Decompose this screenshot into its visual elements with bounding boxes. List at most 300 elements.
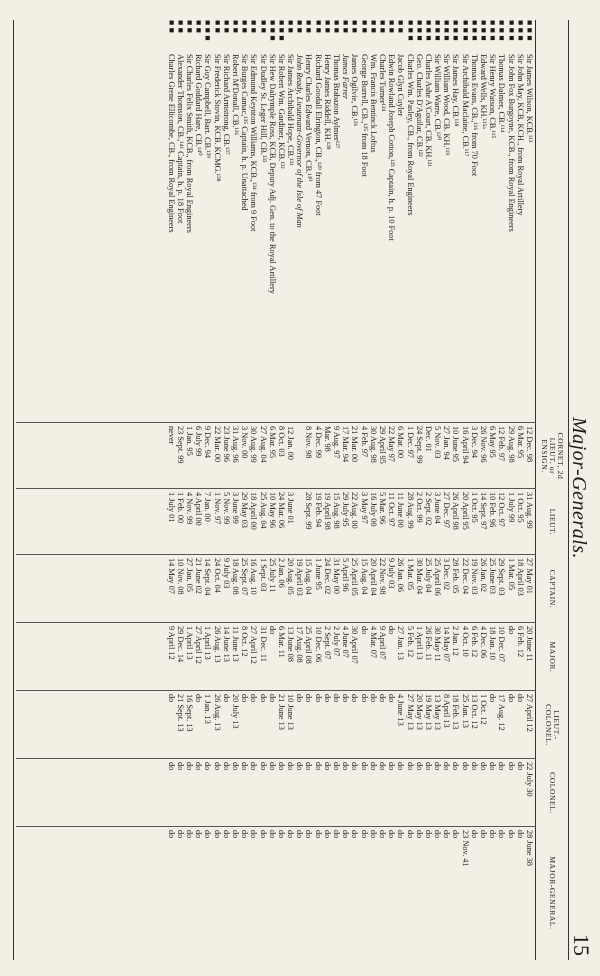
service-marks-icon: ◼ ◼ [305, 20, 314, 34]
date-major: 27 April 12 [249, 626, 259, 664]
date-lieut: 29 May 03 [240, 492, 250, 528]
table-row [506, 20, 515, 960]
date-cornet: 9 Dec. 94 [203, 426, 213, 459]
officer-name: Sir William Wood, CB. KH.¹¹⁹ [442, 54, 452, 156]
date-lieut: 3 May 97 [359, 492, 369, 524]
date-lieut: 28 Sept. 99 [304, 492, 314, 530]
table-row [304, 20, 313, 960]
date-mg: do [387, 830, 397, 839]
date-colonel: do [322, 762, 332, 771]
date-captain: 31 May 00 [332, 558, 342, 594]
date-captain: 25 April 05 [350, 558, 360, 596]
table-row [295, 20, 304, 960]
table-row [479, 20, 488, 960]
date-ltcol: do [258, 694, 268, 703]
service-marks-icon: ◼ ◼ ◼ [480, 20, 489, 41]
date-ltcol: do [267, 694, 277, 703]
date-mg: do [469, 830, 479, 839]
date-ltcol: do [350, 694, 360, 703]
col-header-captain: CAPTAIN. [548, 569, 558, 609]
date-captain: 16 Aug. 10 [249, 558, 259, 595]
date-lieut: 1 July 01 [166, 492, 176, 523]
service-marks-icon: ◼ ◼ ◼ [526, 20, 534, 41]
date-major: 2 Sept. 07 [322, 626, 332, 660]
date-captain: 14 Sept. 04 [203, 558, 213, 596]
table-row [516, 20, 525, 960]
service-marks-icon: ◼ ◼ [323, 20, 332, 34]
officer-name: Sir Guy Campbell, Bart. CB.¹³⁹ [203, 54, 213, 158]
officer-name: Sir Burges Camac,¹³⁵ Captain, h. p. Unattached [240, 54, 250, 211]
service-marks-icon: ◼ ◼ [241, 20, 250, 34]
date-cornet: 4 Feb. 97 [359, 426, 369, 458]
date-major: 1 April 13 [185, 626, 195, 660]
service-marks-icon: ◼ ◼ [369, 20, 378, 34]
service-marks-icon: ◼ ◼ [397, 20, 406, 34]
date-captain: 26 Jan. 06 [396, 558, 406, 592]
date-cornet: 23 June 96 [221, 426, 231, 462]
date-lieut: 27 Dec. 97 [442, 492, 452, 529]
service-marks-icon: ◼ ◼ ◼ [424, 20, 433, 41]
date-captain: 29 Sept. 03 [497, 558, 507, 596]
date-mg: do [249, 830, 259, 839]
date-cornet: 8 Oct. 03 [276, 426, 286, 457]
col-header-major: MAJOR. [548, 641, 558, 673]
col-header-lieut: LIEUT. [548, 508, 558, 536]
officer-name: Sir Archibald Maclaine, CB.¹¹⁷ [460, 54, 470, 157]
date-major: 8 Oct. 12 [240, 626, 250, 657]
date-colonel: do [442, 762, 452, 771]
date-captain: 18 Aug. 08 [231, 558, 240, 595]
date-lieut: 14 Sept. 97 [479, 492, 489, 530]
date-mg: do [258, 830, 268, 839]
date-lieut: 4 Nov. 99 [185, 492, 195, 525]
page-title: Major-Generals. [568, 416, 590, 560]
date-major: do [506, 626, 516, 635]
date-captain: 27 May 01 [525, 558, 534, 594]
date-ltcol: 4 June 13 [396, 694, 406, 726]
service-marks-icon: ◼ ◼ [222, 20, 231, 34]
service-marks-icon: ◼ ◼ ◼ [507, 20, 516, 41]
service-marks-icon: ◼ ◼ ◼ [498, 20, 507, 41]
date-captain: 25 Sept. 07 [240, 558, 250, 596]
date-lieut: 10 May 96 [267, 492, 277, 528]
date-captain: 1 Mar. 05 [405, 558, 415, 591]
date-cornet: 4 Dec. 99 [313, 426, 323, 459]
service-marks-icon: ◼ ◼ [379, 20, 387, 34]
date-cornet: 6 May 95 [488, 426, 498, 458]
table-row [442, 20, 451, 960]
table-row [212, 20, 221, 960]
date-mg: do [515, 830, 525, 839]
table-row [387, 20, 396, 960]
date-colonel: do [166, 762, 176, 771]
date-ltcol: 21 June 13 [276, 694, 286, 730]
date-major: 29 Dec. 14 [175, 626, 185, 663]
table-row [185, 20, 194, 960]
date-mg: do [295, 830, 305, 839]
officer-name: Charles Grene Ellicombe, CB., from Royal Engineers [166, 54, 176, 233]
service-marks-icon: ◼ ◼ ◼ [516, 20, 525, 41]
date-major: 9 April 12 [166, 626, 176, 660]
officer-name: Thomas Brabazon Aylmer¹²⁷ [332, 54, 342, 149]
date-mg: do [212, 830, 222, 839]
officer-name: Sir Frederick Stovin, KCB. KCMG.¹³⁸ [212, 54, 222, 182]
service-marks-icon: ◼ ◼ [167, 20, 176, 34]
date-mg: do [267, 830, 277, 839]
date-captain: 1 Mar. 05 [506, 558, 516, 591]
date-colonel: do [506, 762, 516, 771]
date-major: 31 Dec. 11 [258, 626, 268, 662]
date-colonel: do [414, 762, 424, 771]
service-marks-icon: ◼ ◼ ◼ [452, 20, 461, 41]
date-lieut: 1 July 99 [506, 492, 516, 523]
table-row [424, 20, 433, 960]
date-ltcol: do [221, 694, 231, 703]
table-row [323, 20, 332, 960]
date-ltcol: 16 Sept. 13 [185, 694, 195, 732]
date-mg: do [341, 830, 351, 839]
table-row [378, 20, 387, 960]
officers-table [167, 20, 535, 960]
date-colonel: do [286, 762, 296, 771]
table-row [350, 20, 359, 960]
date-captain: 25 April 06 [433, 558, 443, 596]
date-captain: 2 Jan. 06 [276, 558, 286, 588]
date-major: 1 April 13 [414, 626, 424, 660]
date-major: 14 June 13 [221, 626, 231, 662]
date-colonel: do [175, 762, 185, 771]
date-mg: do [396, 830, 406, 839]
table-row [240, 20, 249, 960]
date-captain: 25 July 04 [423, 558, 433, 593]
date-cornet: 30 Aug. 98 [368, 426, 378, 463]
date-major: 4 Oct. 10 [460, 626, 470, 657]
date-mg: do [350, 830, 360, 839]
date-lieut: 5 Mar. 96 [378, 492, 387, 525]
date-captain: 28 Feb. 05 [451, 558, 461, 594]
date-lieut: 31 Aug. 99 [525, 492, 534, 529]
date-major: 10 Dec. 07 [497, 626, 507, 663]
officer-name: Sir James Hay, CB.¹¹⁸ [451, 54, 461, 127]
date-major: 18 Jan. 10 [488, 626, 498, 660]
date-cornet: 1 Dec. 97 [405, 426, 415, 459]
officer-name: Charles Ashe A'Court, CB. KH.¹²¹ [423, 54, 433, 167]
date-ltcol: 10 June 13 [286, 694, 296, 730]
date-captain: 27 Jan. 05 [185, 558, 195, 592]
date-mg: do [313, 830, 323, 839]
date-colonel: do [378, 762, 387, 771]
date-mg: do [479, 830, 489, 839]
date-major: 1 April 13 [203, 626, 213, 660]
officer-name: Henry James Riddell, KH.¹²⁸ [322, 54, 332, 150]
date-ltcol: 13 Oct. 12 [469, 694, 479, 729]
date-mg: do [240, 830, 250, 839]
date-mg: do [166, 830, 176, 839]
date-cornet: Dec. 01 [423, 426, 433, 452]
date-cornet: Mar. 98 [322, 426, 332, 452]
date-ltcol: do [515, 694, 525, 703]
date-cornet: 6 Mar. 95 [515, 426, 525, 459]
date-major: 4 June 07 [341, 626, 351, 658]
date-cornet: 27 Jan. 94 [442, 426, 452, 460]
officer-name: Sir James Archibald Hope, CB.¹³¹ [286, 54, 296, 166]
date-major: 30 April 07 [350, 626, 360, 664]
date-colonel: do [221, 762, 231, 771]
date-ltcol: 20 July 13 [231, 694, 240, 729]
date-lieut: 28 Aug. 99 [405, 492, 415, 529]
date-mg: 23 Nov. 41 [460, 830, 470, 867]
date-ltcol: 8 April 13 [442, 694, 452, 728]
date-colonel: do [488, 762, 498, 771]
date-ltcol: do [240, 694, 250, 703]
table-row [396, 20, 405, 960]
date-lieut: 16 July 00 [368, 492, 378, 527]
officer-name: John Ready, Lieutenant-Governor of the Isle of Man [295, 54, 305, 228]
table-row [167, 20, 176, 960]
date-major: 2 Jan. 12 [451, 626, 461, 656]
officer-name: Sir William Warre, CB.¹²⁰ [433, 54, 443, 141]
date-cornet: 29 Aug. 98 [506, 426, 516, 463]
date-lieut: 12 Oct. 97 [497, 492, 507, 527]
col-header-colonel: COLONEL. [548, 772, 558, 814]
date-mg: do [322, 830, 332, 839]
table-row [258, 20, 267, 960]
officer-name: James Farrer [341, 54, 351, 100]
service-marks-icon: ◼ ◼ [232, 20, 240, 34]
service-marks-icon: ◼ ◼ [333, 20, 342, 34]
date-cornet: 9 Aug. 97 [332, 426, 342, 459]
date-major: 4 Mar. 07 [368, 626, 378, 659]
officer-name: Geo. Charles D'Aguilar, CB.¹²² [414, 54, 424, 157]
date-ltcol: do [359, 694, 369, 703]
service-marks-icon: ◼ ◼ ◼ [443, 20, 452, 41]
date-captain: 30 Mar. 04 [414, 558, 424, 595]
service-marks-icon: ◼ ◼ ◼ [204, 20, 213, 41]
officer-name: Sir James Wilson, KCB.¹¹³ [525, 54, 534, 143]
date-lieut: 5 Nov. 99 [221, 492, 231, 525]
date-colonel: do [350, 762, 360, 771]
officer-name: Sir Hew Dalrymple Ross, KCB, Deputy Adj. Gen. to the Royal Artillery [267, 54, 277, 294]
date-captain: 22 Nov. 98 [378, 558, 387, 595]
header-bottom-rule [535, 20, 536, 960]
table-row [415, 20, 424, 960]
date-major: do [267, 626, 277, 635]
date-colonel: 22 July 30 [525, 762, 534, 797]
officer-name: Richard Goodall Elrington, CB.,¹²⁹ from 47 Foot [313, 54, 323, 216]
date-ltcol: 25 Jan. 13 [460, 694, 470, 728]
header-top-rule [568, 20, 569, 960]
date-ltcol: do [341, 694, 351, 703]
officer-name: Jacob Glyn Cuyler [396, 54, 406, 117]
date-cornet: 21 Mar. 00 [350, 426, 360, 463]
date-captain: 5 April 96 [341, 558, 351, 592]
date-captain: 26 Jan. 02 [479, 558, 489, 592]
date-mg: do [276, 830, 286, 839]
date-lieut: 1 Nov. 97 [212, 492, 222, 525]
service-marks-icon: ◼ ◼ [296, 20, 305, 34]
date-lieut: 22 Aug. 00 [350, 492, 360, 529]
service-marks-icon: ◼ ◼ ◼ [406, 20, 415, 41]
date-cornet: 10 June 95 [451, 426, 461, 462]
officer-name: Charles Wm. Pasley, CB., from Royal Engineers [405, 54, 415, 216]
date-cornet: 24 Sept. 99 [414, 426, 424, 464]
date-captain: 19 Nov. 03 [469, 558, 479, 595]
date-mg: do [194, 830, 204, 839]
service-marks-icon: ◼ ◼ ◼ [470, 20, 479, 41]
date-major: 14 May 07 [442, 626, 452, 662]
date-cornet: 29 April 95 [378, 426, 387, 464]
date-colonel: do [212, 762, 222, 771]
date-colonel: do [423, 762, 433, 771]
date-colonel: do [433, 762, 443, 771]
service-marks-icon: ◼ ◼ [351, 20, 360, 34]
service-marks-icon: ◼ ◼ [360, 20, 369, 34]
date-cornet: 12 Dec. 98 [525, 426, 534, 463]
date-colonel: do [313, 762, 323, 771]
date-cornet: 22 Mar. 00 [212, 426, 222, 463]
date-captain: 22 Dec. 04 [460, 558, 470, 595]
officer-name: Sir Robert Wm. Gardiner, KCB.¹³² [276, 54, 286, 169]
date-lieut: 19 April 98 [322, 492, 332, 530]
date-major: 9 April 07 [378, 626, 387, 660]
officer-name: Henry Charles Edward Vernon, CB.¹³⁰ [304, 54, 314, 182]
date-captain: 9 July 03 [387, 558, 397, 589]
table-row [268, 20, 277, 960]
date-ltcol: do [166, 694, 176, 703]
date-cornet: 6 Mar. 00 [396, 426, 406, 459]
date-ltcol: 18 Feb. 13 [451, 694, 461, 730]
date-mg: do [442, 830, 452, 839]
table-row [525, 20, 534, 960]
date-colonel: do [497, 762, 507, 771]
officer-name: Thomas Dalmer, CB.¹¹⁴ [497, 54, 507, 133]
date-captain: 15 Aug. 04 [359, 558, 369, 595]
date-ltcol: do [295, 694, 305, 703]
date-ltcol: 26 Aug. 13 [212, 694, 222, 731]
date-major: 27 Jan. 13 [396, 626, 406, 660]
date-colonel: do [231, 762, 240, 771]
date-colonel: do [185, 762, 195, 771]
officer-name: Charles Turner¹²⁴ [378, 54, 387, 112]
date-ltcol: 17 Aug. 12 [497, 694, 507, 731]
date-mg: do [304, 830, 314, 839]
date-mg: do [497, 830, 507, 839]
date-cornet: never [166, 426, 176, 445]
officer-name: Sir Henry Watson, CB.¹¹⁵ [488, 54, 498, 139]
date-cornet: 12 Jan. 00 [286, 426, 296, 460]
date-cornet: 3 Nov. 00 [240, 426, 250, 459]
date-mg: do [221, 830, 231, 839]
date-captain: 25 June 03 [488, 558, 498, 594]
date-mg: do [359, 830, 369, 839]
date-major: 13 June 08 [286, 626, 296, 662]
date-cornet: 26 Nov. 96 [479, 426, 489, 463]
date-mg: do [433, 830, 443, 839]
date-cornet: 23 Sept. 99 [175, 426, 185, 464]
officer-name: Sir Edmund Keynton Williams, KCB.,¹³⁴ from 9 Foot [249, 54, 259, 232]
date-colonel: do [240, 762, 250, 771]
date-cornet: 16 April 94 [460, 426, 470, 464]
date-ltcol: do [506, 694, 516, 703]
date-ltcol: do [304, 694, 314, 703]
date-mg: do [378, 830, 387, 839]
date-ltcol: 27 May 13 [405, 694, 415, 730]
date-lieut: 29 July 95 [341, 492, 351, 527]
date-ltcol: 27 April 12 [525, 694, 534, 732]
page-number: 15 [569, 934, 594, 956]
service-marks-icon: ◼ ◼ [250, 20, 259, 34]
table-bottom-rule [13, 20, 14, 960]
date-major: 17 Aug. 08 [295, 626, 305, 663]
service-marks-icon: ◼ ◼ [213, 20, 222, 34]
date-cornet: 8 Nov. 98 [304, 426, 314, 459]
col-header-cornet: CORNET, 2d LIEUT. or ENSIGN. [539, 432, 566, 480]
date-captain: 25 July 11 [267, 558, 277, 593]
date-captain: 1 Sept. 03 [258, 558, 268, 592]
date-major: 5 Feb. 12 [405, 626, 415, 658]
date-captain: 24 Oct. 04 [212, 558, 222, 593]
date-lieut: 1 Oct. 95 [469, 492, 479, 523]
date-captain: 3 Dec. 02 [442, 558, 452, 591]
date-lieut: 25 Aug. 04 [258, 492, 268, 529]
service-marks-icon: ◼ ◼ ◼ [461, 20, 470, 41]
date-major: do [387, 626, 397, 635]
date-lieut: 20 April 95 [460, 492, 470, 530]
date-colonel: do [368, 762, 378, 771]
table-row [470, 20, 479, 960]
date-mg: do [506, 830, 516, 839]
date-captain: 20 Aug. 05 [286, 558, 296, 595]
date-major: 6 Feb. 12 [515, 626, 525, 658]
date-colonel: do [359, 762, 369, 771]
service-marks-icon: ◼ ◼ ◼ [277, 20, 286, 41]
col-header-major-general: MAJOR-GENERAL. [548, 856, 558, 930]
date-cornet: 30 Aug. 99 [249, 426, 259, 463]
date-lieut: 2 Oct. 99 [414, 492, 424, 523]
col-header-lt-colonel: LIEUT.-COLONEL. [544, 704, 562, 746]
table-row [433, 20, 442, 960]
date-colonel: do [405, 762, 415, 771]
date-major: 30 May 11 [433, 626, 443, 662]
officer-name: Thomas Evans, CB.,¹¹⁶ from 70 Foot [469, 54, 479, 177]
date-colonel: do [276, 762, 286, 771]
date-colonel: do [341, 762, 351, 771]
service-marks-icon: ◼ ◼ [195, 20, 204, 34]
date-lieut: 11 June 00 [396, 492, 406, 528]
date-major: 27 April 12 [194, 626, 204, 664]
date-ltcol: 1 Oct. 12 [479, 694, 489, 725]
date-colonel: do [249, 762, 259, 771]
service-marks-icon: ◼ ◼ [388, 20, 397, 34]
date-mg: do [231, 830, 240, 839]
table-row [222, 20, 231, 960]
officer-name: Alexander Thomson, CB.,¹⁴¹ Captain, h. p. 18 Foot [175, 54, 185, 224]
date-colonel: do [515, 762, 525, 771]
date-lieut: 3 June 99 [231, 492, 240, 524]
date-cornet: 6 July 99 [194, 426, 204, 457]
table-row [231, 20, 240, 960]
date-ltcol: 1 Jan. 13 [203, 694, 213, 724]
service-marks-icon: ◼ ◼ [314, 20, 323, 34]
date-ltcol: do [488, 694, 498, 703]
officer-name: Edwin Rowland Joseph Cotton,¹²³ Captain, h. p. 10 Foot [387, 54, 397, 241]
officer-name: Sir Charles Felix Smith, KCB., from Royal Engineers [185, 54, 195, 233]
table-row [176, 20, 185, 960]
date-cornet: 5 Nov. 03 [433, 426, 443, 459]
date-ltcol: 21 Sept. 13 [175, 694, 185, 732]
date-cornet: 1 Jan. 95 [185, 426, 195, 456]
date-cornet: 22 May 97 [387, 426, 397, 462]
